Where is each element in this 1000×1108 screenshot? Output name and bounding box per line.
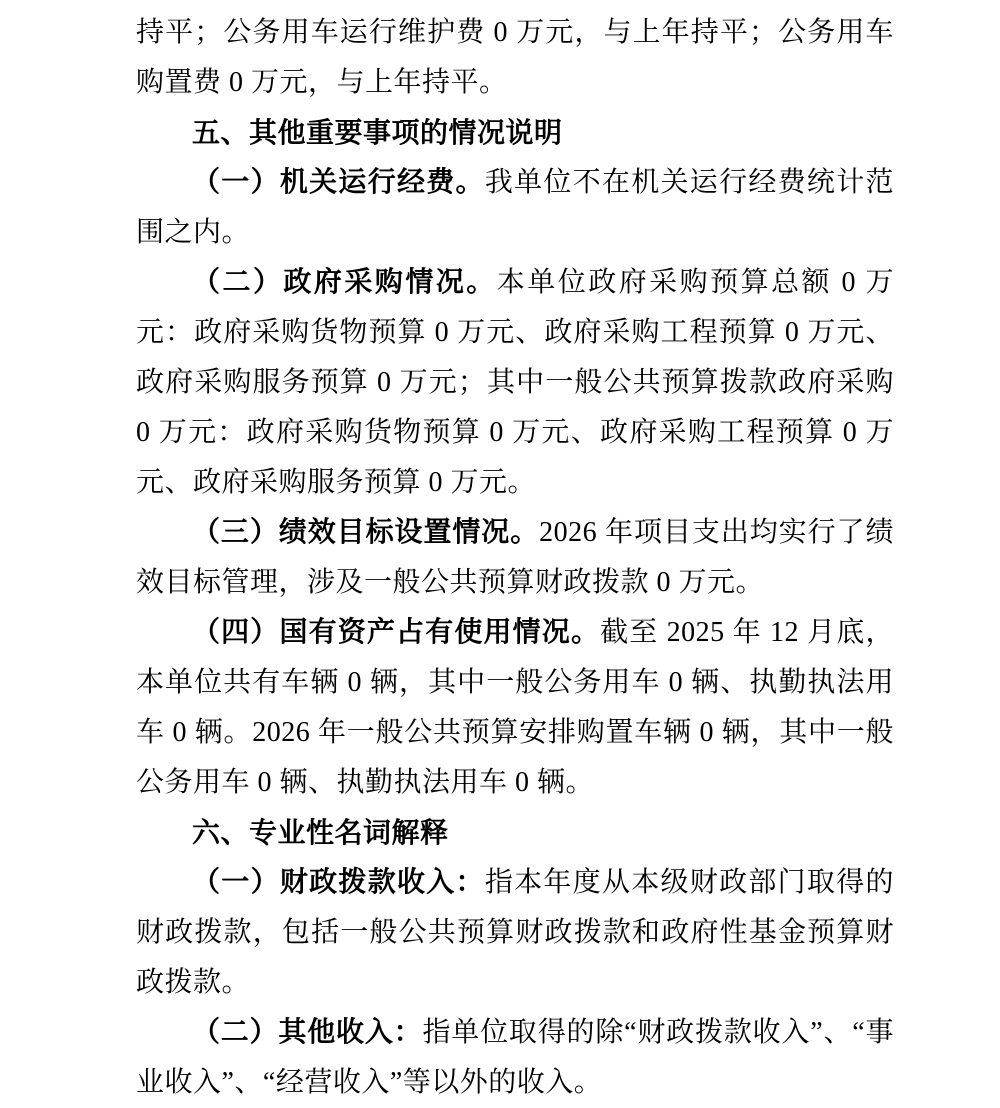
section-heading-six bbox=[136, 808, 894, 858]
paragraph-lead: （一）机关运行经费。 bbox=[192, 167, 485, 198]
paragraph-text: 指本年度从本级财政部门取得的财政拨款，包括一般公共预算财政拨款和政府性基金预算财政拨款。 bbox=[136, 867, 894, 998]
paragraph-text: 持平；公务用车运行维护费 0 万元，与上年持平；公务用车购置费 0 万元，与上年持平。 bbox=[136, 17, 894, 98]
paragraph-fiscal-appropriation-income bbox=[136, 858, 894, 1008]
paragraph-lead: （三）绩效目标设置情况。 bbox=[192, 517, 540, 548]
paragraph-text: 我单位不在机关运行经费统计范围之内。 bbox=[136, 167, 894, 248]
paragraph-lead: （四）国有资产占有使用情况。 bbox=[192, 617, 601, 648]
section-heading-five bbox=[136, 108, 894, 158]
paragraph-continuation bbox=[136, 8, 894, 108]
paragraph-state-assets bbox=[136, 608, 894, 808]
paragraph-text: 本单位政府采购预算总额 0 万元：政府采购货物预算 0 万元、政府采购工程预算 0 万元、政府采购服务预算 0 万元；其中一般公共预算拨款政府采购 0 万元：政府采购货物预算 0 万元、政府采购工程预算 0 万元、政府采购服务预算 0 万元。 bbox=[136, 267, 894, 498]
paragraph-performance-targets bbox=[136, 508, 894, 608]
paragraph-text: 截至 2025 年 12 月底，本单位共有车辆 0 辆，其中一般公务用车 0 辆、执勤执法用车 0 辆。2026 年一般公共预算安排购置车辆 0 辆，其中一般公务用车 0 辆、执勤执法用车 0 辆。 bbox=[136, 617, 894, 798]
section-heading-text: 六、专业性名词解释 bbox=[192, 817, 449, 848]
paragraph-lead: （二）其他收入： bbox=[192, 1017, 423, 1048]
paragraph-text: 2026 年项目支出均实行了绩效目标管理，涉及一般公共预算财政拨款 0 万元。 bbox=[136, 517, 894, 598]
paragraph-government-procurement bbox=[136, 258, 894, 508]
paragraph-text: 指单位取得的除“财政拨款收入”、“事业收入”、“经营收入”等以外的收入。 bbox=[136, 1017, 894, 1098]
paragraph-other-income bbox=[136, 1008, 894, 1108]
paragraph-agency-operating-funds bbox=[136, 158, 894, 258]
paragraph-lead: （二）政府采购情况。 bbox=[192, 267, 497, 298]
paragraph-lead: （一）财政拨款收入： bbox=[192, 867, 485, 898]
section-heading-text: 五、其他重要事项的情况说明 bbox=[192, 117, 563, 148]
